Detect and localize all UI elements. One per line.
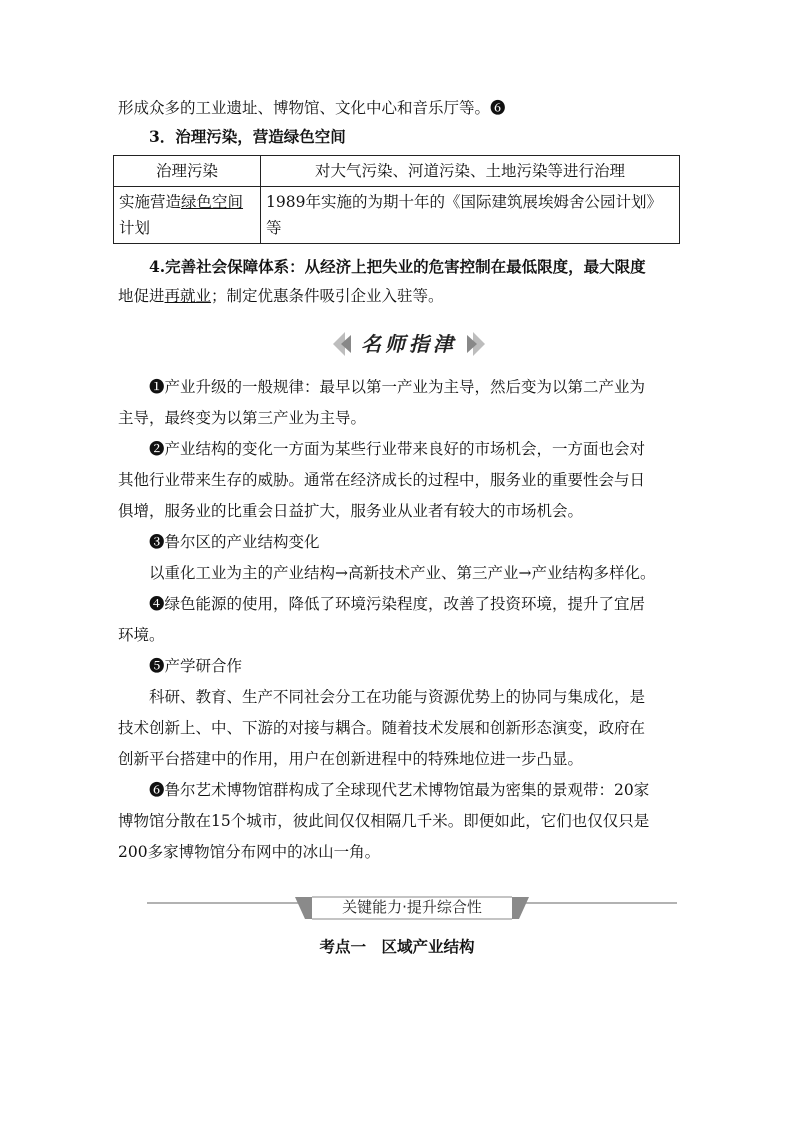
table-row: [114, 187, 680, 244]
note-2-cont: 其他行业带来生存的威胁。通常在经济成长的过程中，服务业的重要性会与日: [118, 471, 646, 489]
kaodian-title: 考点一 区域产业结构: [319, 937, 475, 956]
item-4-line: [118, 284, 678, 308]
measures-table: [113, 155, 680, 244]
cell-text: 实施营造: [119, 193, 182, 211]
table-cell: 1989年实施的为期十年的《国际建筑展埃姆舍公园计划》等: [261, 187, 680, 244]
note-6: ❻鲁尔艺术博物馆群构成了全球现代艺术博物馆最为密集的景观带：20家: [149, 781, 650, 799]
note-4: ❹绿色能源的使用，降低了环境污染程度，改善了投资环境，提升了宜居: [149, 595, 646, 613]
note-5-body: 科研、教育、生产不同社会分工在功能与资源优势上的协同与集成化，是: [149, 688, 646, 706]
section-header: [147, 891, 677, 923]
note-1-cont: 主导，最终变为以第三产业为主导。: [118, 409, 367, 427]
note-6-cont: 博物馆分散在15个城市，彼此间仅仅相隔几千米。即便如此，它们也仅仅只是: [118, 812, 650, 830]
item-4-line: 4.完善社会保障体系：从经济上把失业的危害控制在最低限度，最大限度: [149, 257, 646, 276]
note-6-cont: 200多家博物馆分布网中的冰山一角。: [118, 843, 381, 861]
underlined-term: 绿色空间: [181, 193, 244, 211]
note-3-body: 以重化工业为主的产业结构→高新技术产业、第三产业→产业结构多样化。: [149, 564, 656, 582]
paragraph-line: 形成众多的工业遗址、博物馆、文化中心和音乐厅等。❻: [118, 99, 506, 117]
table-cell: [114, 187, 261, 244]
note-2: ❷产业结构的变化一方面为某些行业带来良好的市场机会，一方面也会对: [149, 440, 646, 458]
table-cell: 治理污染: [114, 156, 261, 187]
note-4-cont: 环境。: [118, 626, 165, 644]
table-row: [114, 156, 680, 187]
tips-banner: [331, 329, 487, 359]
section-title: 关键能力·提升综合性: [342, 898, 482, 916]
table-cell: 对大气污染、河道污染、土地污染等进行治理: [261, 156, 680, 187]
subheading-3: 3．治理污染，营造绿色空间: [149, 127, 346, 146]
note-5-cont: 技术创新上、中、下游的对接与耦合。随着技术发展和创新形态演变，政府在: [118, 719, 646, 737]
note-1: ❶产业升级的一般规律：最早以第一产业为主导，然后变为以第二产业为: [149, 378, 646, 396]
underlined-term: 再就业: [164, 287, 212, 305]
note-5-cont: 创新平台搭建中的作用，用户在创新进程中的特殊地位进一步凸显。: [118, 750, 584, 768]
cell-text: 计划: [119, 219, 151, 237]
text: ；制定优惠条件吸引企业入驻等。: [211, 287, 444, 305]
text: 地促进: [118, 287, 165, 305]
note-3-title: ❸鲁尔区的产业结构变化: [149, 533, 320, 551]
note-5-title: ❺产学研合作: [149, 657, 243, 675]
note-2-cont: 俱增，服务业的比重会日益扩大，服务业从业者有较大的市场机会。: [118, 502, 584, 520]
banner-title: 名师指津: [361, 332, 457, 356]
